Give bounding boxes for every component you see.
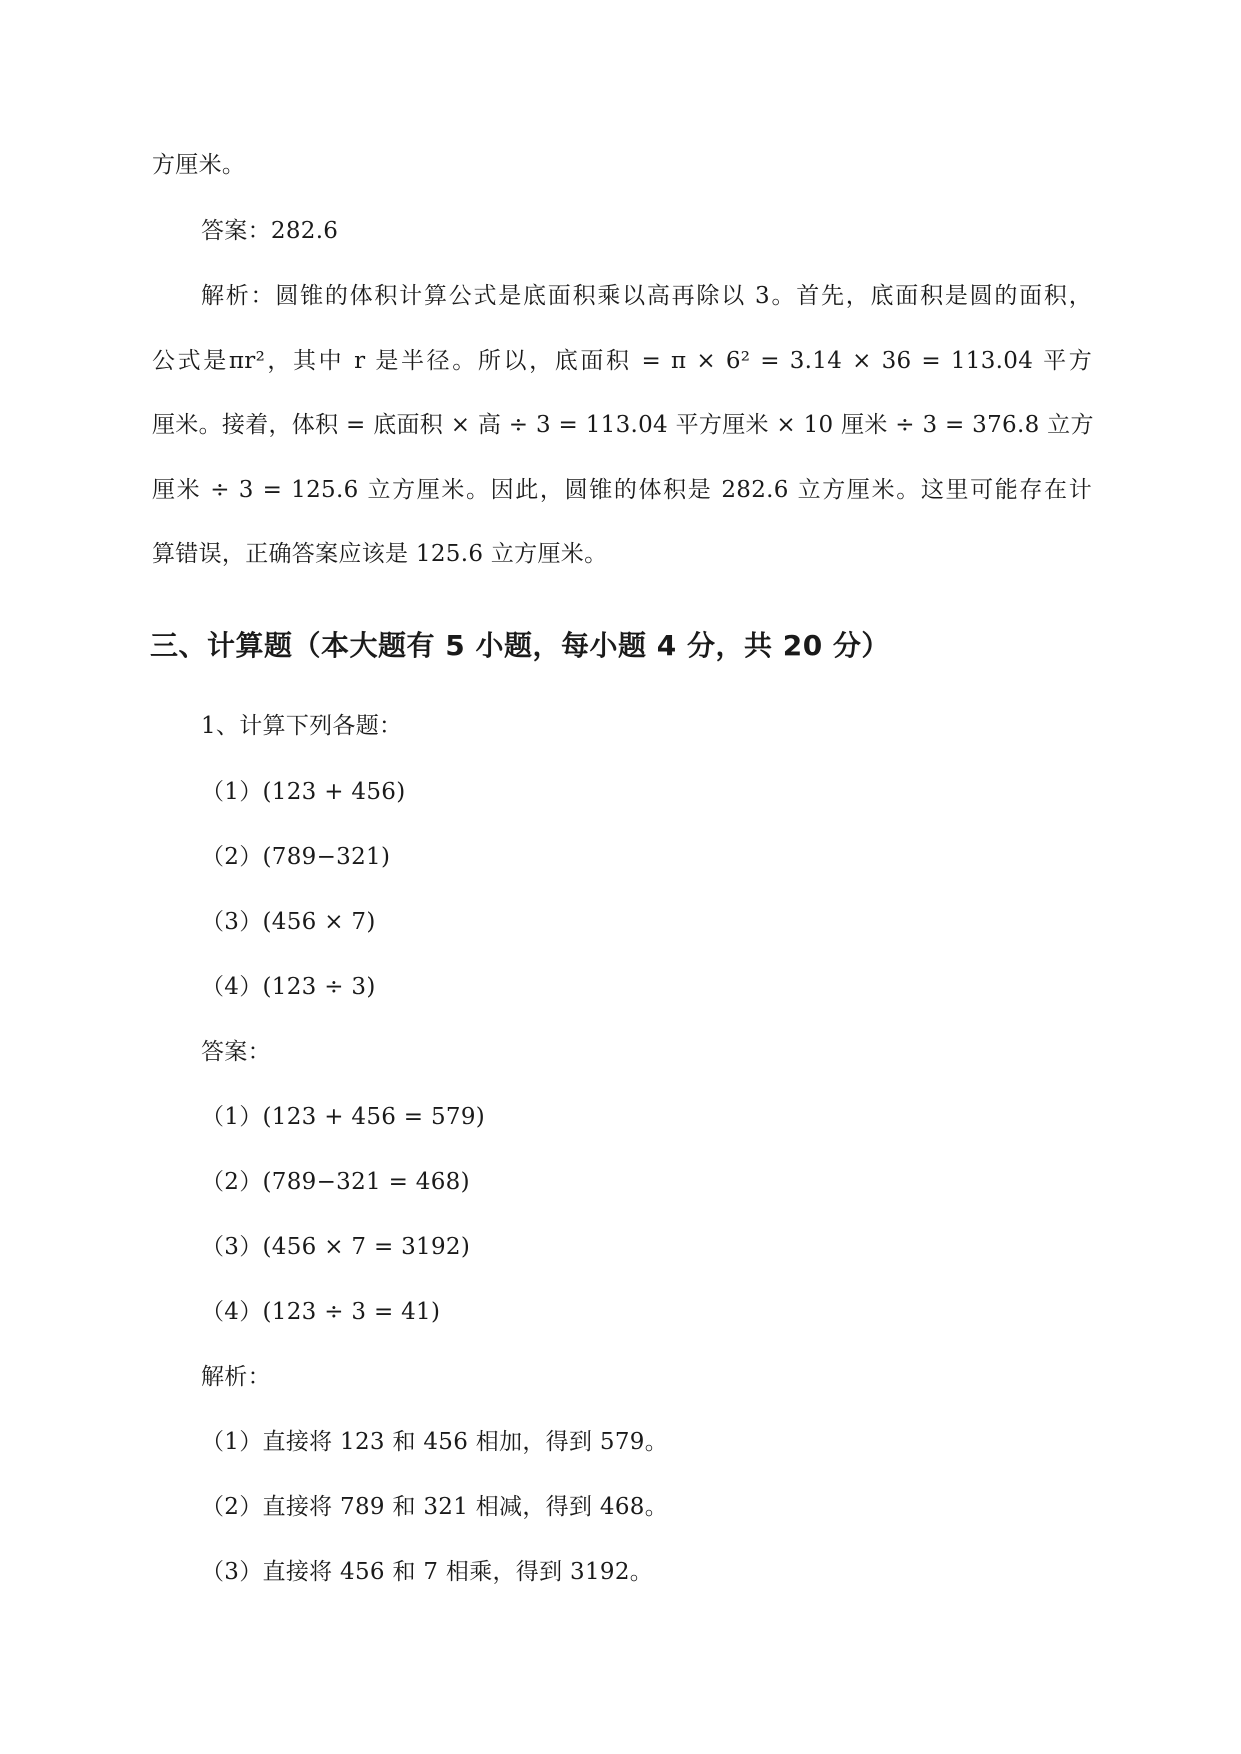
question-item-2: （2）(789−321) xyxy=(201,844,391,870)
answer-line: 答案：282.6 xyxy=(201,218,339,244)
answer-label: 答案： xyxy=(201,1039,271,1065)
continued-text: 方厘米。 xyxy=(152,152,246,178)
analysis-line-1: 解析：圆锥的体积计算公式是底面积乘以高再除以 3。首先，底面积是圆的面积， xyxy=(201,283,1092,309)
question-item-4: （4）(123 ÷ 3) xyxy=(201,974,376,1000)
analysis-item-2: （2）直接将 789 和 321 相减，得到 468。 xyxy=(201,1494,668,1520)
answer-item-3: （3）(456 × 7 = 3192) xyxy=(201,1234,471,1260)
question-item-3: （3）(456 × 7) xyxy=(201,909,376,935)
answer-item-2: （2）(789−321 = 468) xyxy=(201,1169,470,1195)
analysis-line-2: 公式是πr²，其中 r 是半径。所以，底面积 = π × 6² = 3.14 × 36 = 113.04 平方 xyxy=(152,348,1092,374)
analysis-line-4: 厘米 ÷ 3 = 125.6 立方厘米。因此，圆锥的体积是 282.6 立方厘米。这里可能存在计 xyxy=(152,477,1092,503)
analysis-item-1: （1）直接将 123 和 456 相加，得到 579。 xyxy=(201,1429,668,1455)
question-item-1: （1）(123 + 456) xyxy=(201,779,406,805)
answer-item-4: （4）(123 ÷ 3 = 41) xyxy=(201,1299,441,1325)
analysis-item-3: （3）直接将 456 和 7 相乘，得到 3192。 xyxy=(201,1559,654,1585)
section-heading: 三、计算题（本大题有 5 小题，每小题 4 分，共 20 分） xyxy=(150,629,890,662)
analysis-line-3: 厘米。接着，体积 = 底面积 × 高 ÷ 3 = 113.04 平方厘米 × 10 厘米 ÷ 3 = 376.8 立方 xyxy=(152,412,1094,438)
answer-item-1: （1）(123 + 456 = 579) xyxy=(201,1104,486,1130)
analysis-label: 解析： xyxy=(201,1364,271,1390)
analysis-line-5: 算错误，正确答案应该是 125.6 立方厘米。 xyxy=(152,541,608,567)
question-title: 1、计算下列各题： xyxy=(201,713,403,739)
